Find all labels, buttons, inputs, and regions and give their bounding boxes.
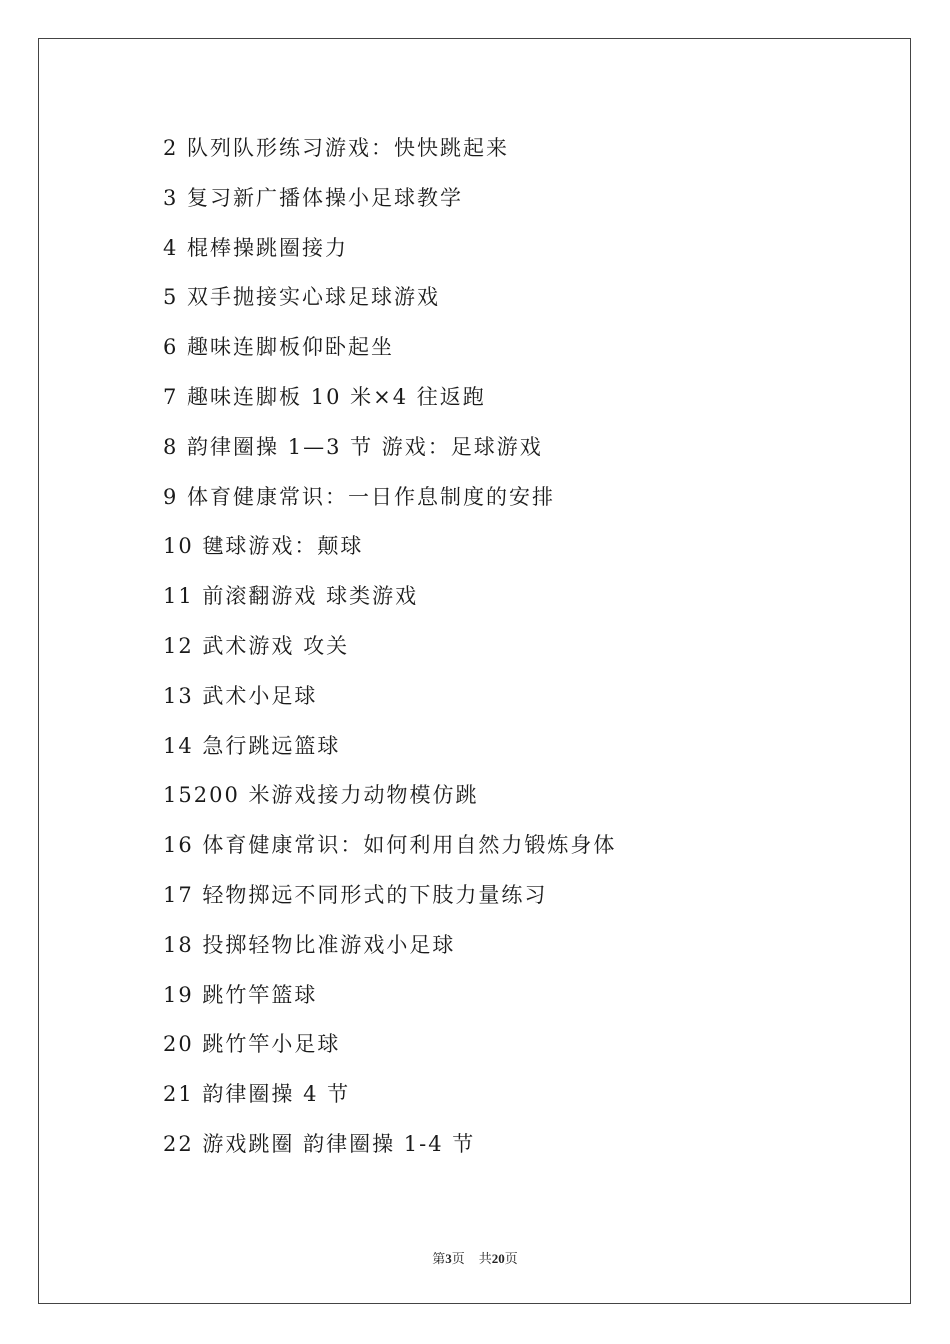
list-item: 4 棍棒操跳圈接力 bbox=[163, 235, 349, 260]
total-suffix: 页 bbox=[504, 1251, 518, 1266]
list-item: 18 投掷轻物比准游戏小足球 bbox=[163, 932, 456, 957]
page-prefix: 第 bbox=[432, 1251, 446, 1266]
list-item: 2 队列队形练习游戏：快快跳起来 bbox=[163, 136, 510, 160]
list-item: 16 体育健康常识：如何利用自然力锻炼身体 bbox=[163, 833, 617, 858]
list-item: 10 毽球游戏：颠球 bbox=[163, 534, 364, 559]
list-item: 9 体育健康常识：一日作息制度的安排 bbox=[163, 484, 556, 509]
page-suffix: 页 bbox=[451, 1251, 465, 1266]
list-item: 5 双手抛接实心球足球游戏 bbox=[163, 285, 441, 310]
list-item: 11 前滚翻游戏 球类游戏 bbox=[163, 584, 419, 609]
list-item: 15200 米游戏接力动物模仿跳 bbox=[163, 783, 479, 808]
list-item: 19 跳竹竿篮球 bbox=[163, 982, 318, 1007]
page-number: 3 bbox=[445, 1251, 452, 1266]
lesson-list bbox=[163, 130, 616, 1176]
list-item: 22 游戏跳圈 韵律圈操 1-4 节 bbox=[163, 1131, 476, 1156]
total-pages: 20 bbox=[491, 1251, 505, 1266]
list-item: 12 武术游戏 攻关 bbox=[163, 633, 350, 658]
list-item: 6 趣味连脚板仰卧起坐 bbox=[163, 335, 395, 360]
list-item: 13 武术小足球 bbox=[163, 683, 318, 708]
list-item: 20 跳竹竿小足球 bbox=[163, 1032, 341, 1057]
list-item: 17 轻物掷远不同形式的下肢力量练习 bbox=[163, 882, 548, 907]
list-item: 7 趣味连脚板 10 米×4 往返跑 bbox=[163, 384, 486, 409]
list-item: 3 复习新广播体操小足球教学 bbox=[163, 185, 464, 210]
list-item: 8 韵律圈操 1—3 节 游戏：足球游戏 bbox=[163, 434, 543, 459]
list-item: 21 韵律圈操 4 节 bbox=[163, 1082, 351, 1107]
list-item: 14 急行跳远篮球 bbox=[163, 733, 341, 758]
page-footer bbox=[0, 1248, 950, 1267]
total-prefix: 共 bbox=[478, 1251, 492, 1266]
